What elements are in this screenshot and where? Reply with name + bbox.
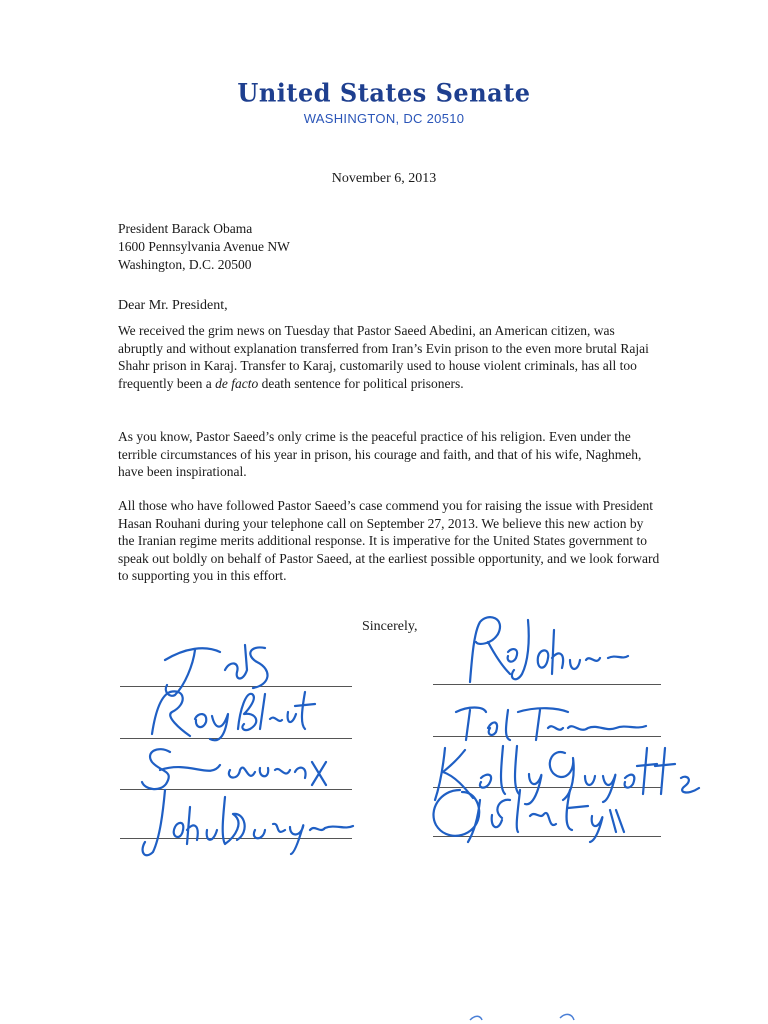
senate-title: United States Senate <box>237 77 531 108</box>
paragraph-1-italic: de facto <box>215 375 259 391</box>
paragraph-1-text: We received the grim news on Tuesday that Pastor Saeed Abedini, an American citizen, was abruptly and without explanation transferred from Iran’s Evin prison to the even more brutal Rajai Shahr prison in Karaj. Transfer to Karaj, customarily used to house violent criminals, has all too frequently been a <box>118 323 649 391</box>
senate-address: WASHINGTON, DC 20510 <box>303 111 465 126</box>
letter-date: November 6, 2013 <box>331 171 437 186</box>
paragraph-1-end: death sentence for political prisoners. <box>258 375 464 391</box>
salutation: Dear Mr. President, <box>118 298 228 313</box>
recipient-name: President Barack Obama <box>118 221 253 236</box>
paragraph-2: As you know, Pastor Saeed’s only crime is the peaceful practice of his religion. Even under the terrible circumstances of his year in prison, his courage and faith, and that of his wife, Naghmeh, have been inspirational. <box>118 429 642 479</box>
paragraph-3: All those who have followed Pastor Saeed’s case commend you for raising the issue with President Hasan Rouhani during your telephone call on September 27, 2013. We believe this new action by the Iranian regime merits additional response. It is imperative for the United States government to speak out boldly on behalf of Pastor Saeed, at the earliest possible opportunity, and we look forward to supporting you in this effort. <box>118 498 660 583</box>
closing: Sincerely, <box>362 619 418 634</box>
recipient-street: 1600 Pennsylvania Avenue NW <box>118 239 290 254</box>
recipient-city: Washington, D.C. 20500 <box>118 257 252 272</box>
